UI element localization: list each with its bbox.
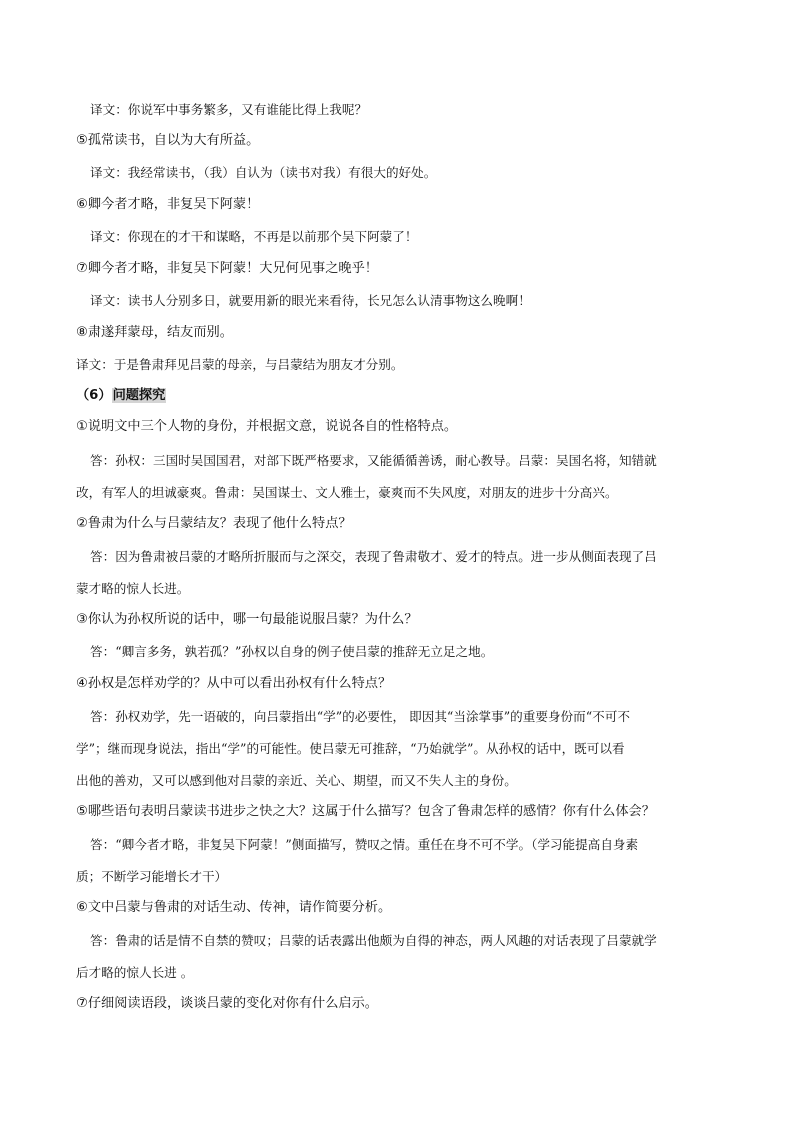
answer-line: 答：“卿今者才略，非复吴下阿蒙！”侧面描写，赞叹之情。重任在身不可不学。（学习能提高自身素 xyxy=(90,837,639,852)
answer-line: 出他的善劝，又可以感到他对吕蒙的亲近、关心、期望，而又不失人主的身份。 xyxy=(76,773,517,788)
quote-line: ⑥卿今者才略，非复吴下阿蒙！ xyxy=(76,197,260,212)
translation-line: 译文：于是鲁肃拜见吕蒙的母亲，与吕蒙结为朋友才分别。 xyxy=(76,357,404,372)
answer-line: 答：孙权：三国时吴国国君，对部下既严格要求，又能循循善诱，耐心教导。吕蒙：吴国名将，知错就 xyxy=(90,453,657,468)
question-line: ①说明文中三个人物的身份，并根据文意，说说各自的性格特点。 xyxy=(76,419,458,434)
translation-line: 译文：你现在的才干和谋略，不再是以前那个吴下阿蒙了！ xyxy=(90,229,418,244)
quote-line: ⑤孤常读书，自以为大有所益。 xyxy=(76,133,260,148)
question-line: ④孙权是怎样劝学的？从中可以看出孙权有什么特点？ xyxy=(76,676,392,691)
answer-line: 改，有军人的坦诚豪爽。鲁肃：吴国谋士、文人雅士，豪爽而不失风度，对朋友的进步十分高兴。 xyxy=(76,485,618,500)
question-line: ⑤哪些语句表明吕蒙读书进步之快之大？这属于什么描写？包含了鲁肃怎样的感情？你有什么体会？ xyxy=(76,804,655,819)
answer-line: 质；不断学习能增长才干） xyxy=(76,869,228,884)
translation-line: 译文：你说军中事务繁多，又有谁能比得上我呢？ xyxy=(90,102,368,117)
answer-line: 蒙才略的惊人长进。 xyxy=(76,581,190,596)
translation-line: 译文：读书人分别多日，就要用新的眼光来看待，长兄怎么认清事物这么晚啊！ xyxy=(90,293,531,308)
translation-line: 译文：我经常读书，（我）自认为（读书对我）有很大的好处。 xyxy=(90,165,437,180)
quote-line: ⑧肃遂拜蒙母，结友而别。 xyxy=(76,325,233,340)
section-heading xyxy=(76,387,166,405)
question-line: ⑦仔细阅读语段，谈谈吕蒙的变化对你有什么启示。 xyxy=(76,996,378,1011)
answer-line: 答：孙权劝学，先一语破的，向吕蒙指出“学”的必要性， 即因其“当涂掌事”的重要身份而“不可不 xyxy=(90,709,630,724)
answer-line: 答：鲁肃的话是情不自禁的赞叹；吕蒙的话表露出他颇为自得的神态，两人风趣的对话表现了吕蒙就学 xyxy=(90,933,657,948)
question-line: ⑥文中吕蒙与鲁肃的对话生动、传神，请作简要分析。 xyxy=(76,900,392,915)
answer-line: 后才略的惊人长进 。 xyxy=(76,965,194,980)
section-number: （6） xyxy=(76,388,112,403)
section-title: 问题探究 xyxy=(112,388,166,403)
question-line: ②鲁肃为什么与吕蒙结友？表现了他什么特点？ xyxy=(76,516,352,531)
answer-line: 答：“卿言多务，孰若孤？”孙权以自身的例子使吕蒙的推辞无立足之地。 xyxy=(90,644,494,659)
question-line: ③你认为孙权所说的话中，哪一句最能说服吕蒙？为什么？ xyxy=(76,612,418,627)
quote-line: ⑦卿今者才略，非复吴下阿蒙！大兄何见事之晚乎！ xyxy=(76,261,378,276)
answer-line: 答：因为鲁肃被吕蒙的才略所折服而与之深交，表现了鲁肃敬才、爱才的特点。进一步从侧面表现了吕 xyxy=(90,549,657,564)
answer-line: 学”；继而现身说法，指出“学”的可能性。使吕蒙无可推辞，“乃始就学”。从孙权的话中，既可以看 xyxy=(76,741,625,756)
